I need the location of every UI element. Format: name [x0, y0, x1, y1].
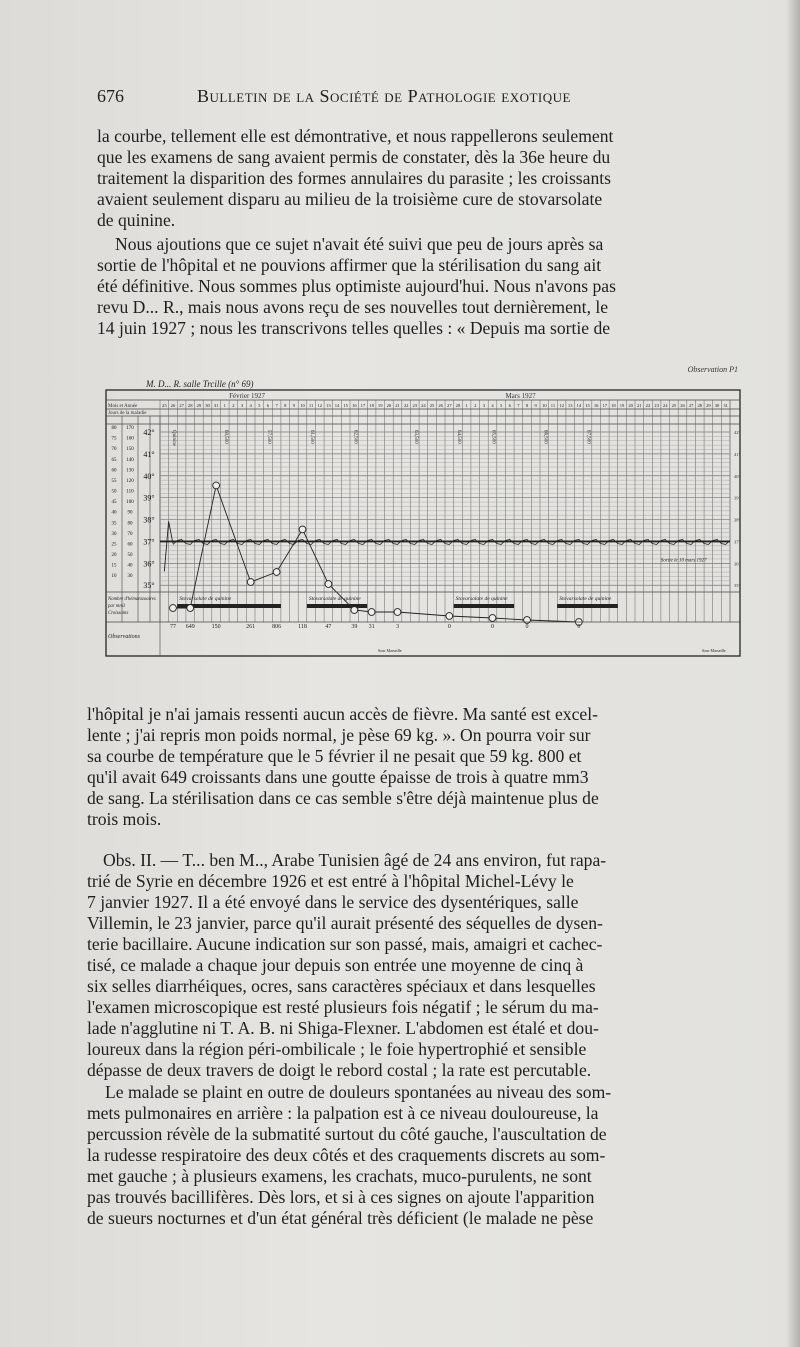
- para4-line: six selles diarrhéiques, ocres, sans caractères spéciaux et dans lesquelles: [87, 976, 596, 996]
- date-tick-label: 30: [205, 403, 210, 408]
- date-tick-label: 27: [447, 403, 452, 408]
- croissants-point: [273, 569, 280, 576]
- date-tick-label: 19: [377, 403, 383, 408]
- date-tick-label: 31: [213, 403, 219, 408]
- croissants-point: [325, 581, 332, 588]
- right-tick-label: 37°: [734, 539, 741, 545]
- para4-line: lade n'agglutine ni T. A. B. ni Shiga-Flexner. L'abdomen est étalé et dou-: [87, 1018, 599, 1038]
- date-tick-label: 28: [187, 403, 193, 408]
- croissants-point: [187, 605, 194, 612]
- para3-line: trois mois.: [87, 809, 162, 829]
- respiration-tick-label: 120: [126, 478, 134, 484]
- temperature-tick-label: 39°: [143, 493, 155, 503]
- date-tick-label: 23: [654, 403, 659, 408]
- croissants-value-label: 0: [491, 624, 494, 630]
- date-tick-label: 6: [508, 403, 511, 408]
- croissants-point: [524, 617, 531, 624]
- date-tick-label: 8: [525, 403, 529, 408]
- injection-label: 65,500: [490, 430, 496, 444]
- pulse-tick-label: 65: [111, 457, 117, 463]
- para1-line: que les examens de sang avaient permis de constater, dès la 36e heure du: [97, 147, 611, 167]
- injection-label: Quinine: [170, 430, 176, 447]
- pulse-tick-label: 80: [111, 426, 117, 431]
- date-tick-label: 19: [619, 403, 625, 408]
- date-tick-label: 1: [465, 403, 468, 408]
- para4-line: loureux dans la région péri-ombilicale ; le foie hypertrophié et sensible: [87, 1039, 587, 1059]
- para2-line: revu D... R., mais nous avons reçu de ses nouvelles tout dernièrement, le: [97, 297, 609, 317]
- pulse-tick-label: 50: [111, 489, 117, 495]
- para5-line: met gauche ; à plusieurs examens, les crachats, muco-purulents, ne sont: [87, 1166, 592, 1186]
- date-tick-label: 4: [491, 403, 494, 408]
- month-label: Février 1927: [229, 392, 266, 400]
- croissants-value-label: 118: [298, 624, 307, 630]
- date-tick-label: 9: [292, 403, 296, 408]
- croissants-point: [446, 613, 453, 620]
- right-tick-label: 38°: [734, 517, 741, 523]
- patient-label: M. D... R. salle Trcille (n° 69): [146, 379, 254, 389]
- respiration-tick-label: 80: [127, 521, 133, 527]
- observation-label: Observation P1: [687, 365, 738, 374]
- date-tick-label: 15: [585, 403, 590, 408]
- pulse-tick-label: 60: [111, 468, 117, 474]
- respiration-tick-label: 60: [127, 542, 133, 548]
- date-tick-label: 14: [334, 403, 340, 408]
- respiration-tick-label: 30: [127, 574, 133, 580]
- date-tick-label: 9: [534, 403, 537, 408]
- lower-left-label: Croissants: [108, 611, 129, 616]
- date-tick-label: 27: [179, 403, 184, 408]
- temperature-tick-label: 38°: [143, 515, 155, 525]
- date-tick-label: 20: [386, 403, 392, 408]
- treatment-label: Stovarsolate de quinine: [179, 596, 232, 602]
- para4-line: Obs. II. — T... ben M.., Arabe Tunisien âgé de 24 ans environ, fut rapa-: [103, 850, 607, 870]
- bottom-label: Sour Marseille: [702, 648, 726, 653]
- croissants-value-label: 150: [211, 624, 221, 630]
- date-tick-label: 12: [317, 403, 323, 408]
- croissants-value-label: 39: [351, 624, 358, 630]
- date-tick-label: 26: [438, 403, 443, 408]
- respiration-tick-label: 170: [126, 426, 134, 431]
- date-tick-label: 4: [249, 403, 252, 408]
- injection-label: 67,500: [585, 430, 591, 444]
- lower-left-label: par mm3: [108, 604, 126, 609]
- para4-line: dépasse de deux travers de doigt le rebord costal ; la rate est percutable.: [87, 1060, 592, 1080]
- date-tick-label: 25: [429, 403, 435, 408]
- respiration-tick-label: 110: [126, 489, 134, 495]
- temperature-tick-label: 36°: [143, 559, 155, 569]
- para1-line: avaient seulement disparu au milieu de la troisième cure de stovarsolate: [97, 189, 603, 209]
- injection-label: 62,500: [352, 430, 358, 444]
- croissants-value-label: 261: [246, 624, 256, 630]
- temperature-tick-label: 41°: [143, 449, 155, 459]
- date-tick-label: 27: [688, 403, 694, 408]
- date-tick-label: 11: [308, 403, 314, 408]
- para2-line: 14 juin 1927 ; nous les transcrivons telles quelles : « Depuis ma sortie de: [97, 318, 611, 338]
- respiration-tick-label: 100: [126, 500, 134, 506]
- para4-line: tisé, ce malade a chaque jour depuis son entrée une moyenne de cinq à: [87, 955, 584, 975]
- date-tick-label: 7: [275, 403, 278, 408]
- pulse-tick-label: 55: [111, 478, 117, 484]
- para5-line: de sueurs nocturnes et d'un état général très déficient (le malade ne pèse: [87, 1208, 594, 1228]
- column-header: Jours de la maladie: [108, 411, 147, 416]
- date-tick-label: 29: [706, 403, 711, 408]
- date-tick-label: 29: [196, 403, 202, 408]
- pulse-tick-label: 30: [111, 531, 117, 537]
- injection-label: 61,500: [309, 430, 315, 444]
- injection-label: 64,500: [455, 430, 461, 444]
- date-tick-label: 8: [284, 403, 287, 408]
- para2-line: sortie de l'hôpital et ne pouvions affirmer que la stérilisation du sang ait: [97, 255, 602, 275]
- temperature-tick-label: 37°: [143, 537, 155, 547]
- date-tick-label: 13: [567, 403, 573, 408]
- croissants-value-label: 0: [525, 624, 529, 630]
- croissants-point: [247, 579, 254, 586]
- temperature-tick-label: 40°: [143, 471, 155, 481]
- temperature-tick-label: 42°: [143, 428, 155, 437]
- temperature-chart-figure: [98, 360, 744, 672]
- right-tick-label: 40°: [734, 473, 741, 479]
- date-tick-label: 28: [455, 403, 461, 408]
- respiration-tick-label: 130: [126, 468, 134, 474]
- para3-line: lente ; j'ai repris mon poids normal, je pèse 69 kg. ». On pourra voir sur: [87, 725, 591, 745]
- date-tick-label: 7: [517, 403, 520, 408]
- pulse-tick-label: 70: [111, 447, 117, 453]
- respiration-tick-label: 160: [126, 436, 134, 442]
- temperature-tick-label: 35°: [143, 581, 155, 591]
- respiration-tick-label: 50: [127, 553, 133, 559]
- date-tick-label: 3: [482, 403, 486, 408]
- treatment-label: Stovarsolate de quinine: [455, 596, 508, 602]
- pulse-tick-label: 40: [111, 510, 117, 516]
- pulse-tick-label: 10: [111, 574, 117, 580]
- date-tick-label: 22: [645, 403, 651, 408]
- date-tick-label: 21: [637, 403, 642, 408]
- croissants-point: [170, 605, 177, 612]
- paragraph-5: [87, 1082, 743, 1229]
- injection-label: 57,500: [265, 430, 271, 444]
- date-tick-label: 31: [723, 403, 728, 408]
- pulse-tick-label: 15: [111, 563, 117, 569]
- para4-line: 7 janvier 1927. Il a été envoyé dans le service des dysentériques, salle: [87, 892, 579, 912]
- date-tick-label: 28: [697, 403, 703, 408]
- paragraph-1: [97, 126, 743, 231]
- para1-line: la courbe, tellement elle est démontrative, et nous rappellerons seulement: [97, 126, 614, 146]
- date-tick-label: 24: [662, 403, 668, 408]
- date-tick-label: 18: [369, 403, 374, 408]
- para3-line: l'hôpital je n'ai jamais ressenti aucun accès de fièvre. Ma santé est excel-: [87, 704, 598, 724]
- croissants-point: [394, 609, 401, 616]
- pulse-tick-label: 25: [111, 542, 117, 548]
- date-tick-label: 16: [352, 403, 357, 408]
- para1-line: traitement la disparition des formes annulaires du parasite ; les croissants: [97, 168, 611, 188]
- date-tick-label: 20: [628, 403, 633, 408]
- right-tick-label: 35°: [734, 583, 741, 589]
- right-tick-label: 39°: [734, 495, 741, 501]
- running-header: [97, 86, 747, 112]
- date-tick-label: 22: [403, 403, 409, 408]
- treatment-bar: [454, 604, 514, 608]
- para3-line: de sang. La stérilisation dans ce cas semble s'être déjà maintenue plus de: [87, 788, 599, 808]
- page-number: 676: [97, 86, 124, 106]
- respiration-tick-label: 140: [126, 457, 134, 463]
- date-tick-label: 3: [240, 403, 244, 408]
- right-tick-label: 42°: [734, 430, 741, 435]
- croissants-point: [299, 526, 306, 533]
- date-tick-label: 24: [421, 403, 426, 408]
- croissants-point: [489, 615, 496, 622]
- para5-line: percussion révèle de la submatité surtout du côté gauche, l'auscultation de: [87, 1124, 607, 1144]
- date-tick-label: 26: [170, 403, 176, 408]
- observations-row-label: Observations: [108, 634, 140, 640]
- respiration-tick-label: 90: [127, 510, 133, 516]
- para5-line: mets pulmonaires en arrière : la palpation est à ce niveau douloureuse, la: [87, 1103, 599, 1123]
- para3-line: qu'il avait 649 croissants dans une goutte épaisse de trois à quatre mm3: [87, 767, 589, 787]
- pulse-tick-label: 45: [111, 500, 117, 506]
- date-tick-label: 5: [499, 403, 503, 408]
- croissants-value-label: 806: [272, 624, 282, 630]
- croissants-point: [351, 607, 358, 614]
- para4-line: terie bacillaire. Aucune indication sur son passé, mais, amaigri et cachec-: [87, 934, 603, 954]
- date-tick-label: 17: [360, 403, 366, 408]
- sortie-label: Sortie le 10 mars 1927: [660, 558, 707, 564]
- para4-line: trié de Syrie en décembre 1926 et est entré à l'hôpital Michel-Lévy le: [87, 871, 574, 891]
- para2-line: été définitive. Nous sommes plus optimiste aujourd'hui. Nous n'avons pas: [97, 276, 616, 296]
- croissants-value-label: 0: [447, 624, 451, 630]
- date-tick-label: 6: [266, 403, 270, 408]
- injection-label: 63,500: [412, 430, 418, 444]
- treatment-label: Stovarsolate de quinine: [308, 596, 361, 602]
- croissants-point: [368, 609, 375, 616]
- para4-line: l'examen microscopique est resté plusieurs fois négatif ; le sérum du ma-: [87, 997, 599, 1017]
- croissants-value-label: 0: [577, 624, 581, 630]
- treatment-bar: [307, 604, 367, 608]
- croissants-value-label: 3: [396, 624, 399, 630]
- treatment-bar: [557, 604, 617, 608]
- croissants-value-label: 649: [185, 624, 195, 630]
- date-tick-label: 10: [300, 403, 305, 408]
- date-tick-label: 21: [395, 403, 400, 408]
- lower-left-label: Nombre d'hématozoaires: [108, 597, 156, 602]
- date-tick-label: 16: [593, 403, 599, 408]
- respiration-tick-label: 150: [126, 447, 134, 453]
- date-tick-label: 5: [258, 403, 261, 408]
- injection-label: 60,500: [222, 430, 228, 444]
- respiration-tick-label: 40: [127, 563, 133, 569]
- para5-line: pas trouvés bacillifères. Dès lors, et si à ces signes on ajoute l'apparition: [87, 1187, 595, 1207]
- treatment-label: Stovarsolate de quinine: [559, 596, 612, 602]
- date-tick-label: 10: [542, 403, 547, 408]
- respiration-tick-label: 70: [127, 531, 133, 537]
- date-tick-label: 25: [162, 403, 167, 408]
- para5-line: la rudesse respiratoire des deux côtés et des craquements discrets au som-: [87, 1145, 606, 1165]
- para1-line: de quinine.: [97, 210, 176, 230]
- date-tick-label: 17: [602, 403, 608, 408]
- croissants-point: [213, 482, 220, 489]
- paragraph-3: [87, 704, 743, 830]
- date-tick-label: 23: [412, 403, 418, 408]
- date-tick-label: 12: [559, 403, 564, 408]
- date-tick-label: 1: [223, 403, 226, 408]
- croissants-value-label: 31: [368, 624, 375, 630]
- date-tick-label: 2: [474, 403, 477, 408]
- date-tick-label: 25: [671, 403, 677, 408]
- chart-frame: [106, 390, 740, 656]
- date-tick-label: 2: [232, 403, 235, 408]
- date-tick-label: 14: [576, 403, 582, 408]
- running-title: Bulletin de la Société de Pathologie exotique: [197, 86, 571, 106]
- date-tick-label: 15: [343, 403, 348, 408]
- column-header: Mois et Année: [108, 404, 138, 409]
- month-label: Mars 1927: [505, 392, 536, 400]
- injection-label: 66,500: [542, 430, 548, 444]
- para2-line: Nous ajoutions que ce sujet n'avait été suivi que peu de jours après sa: [115, 234, 604, 254]
- right-tick-label: 36°: [734, 561, 741, 567]
- pulse-tick-label: 75: [111, 436, 117, 442]
- date-tick-label: 30: [714, 403, 720, 408]
- date-tick-label: 18: [611, 403, 616, 408]
- date-tick-label: 13: [326, 403, 331, 408]
- para5-line: Le malade se plaint en outre de douleurs spontanées au niveau des som-: [105, 1082, 612, 1102]
- bottom-label: Sour Marseille: [378, 648, 402, 653]
- pulse-tick-label: 35: [111, 521, 117, 527]
- para4-line: Villemin, le 23 janvier, parce qu'il aurait présenté des séquelles de dysen-: [87, 913, 603, 933]
- para3-line: sa courbe de température que le 5 février il ne pesait que 59 kg. 800 et: [87, 746, 582, 766]
- date-tick-label: 11: [550, 403, 556, 408]
- croissants-value-label: 47: [325, 624, 332, 630]
- pulse-tick-label: 20: [111, 553, 117, 559]
- right-tick-label: 41°: [734, 451, 741, 457]
- paragraph-2: [97, 234, 743, 339]
- date-tick-label: 26: [680, 403, 685, 408]
- croissants-value-label: 77: [169, 624, 176, 630]
- paragraph-4: [87, 850, 743, 1081]
